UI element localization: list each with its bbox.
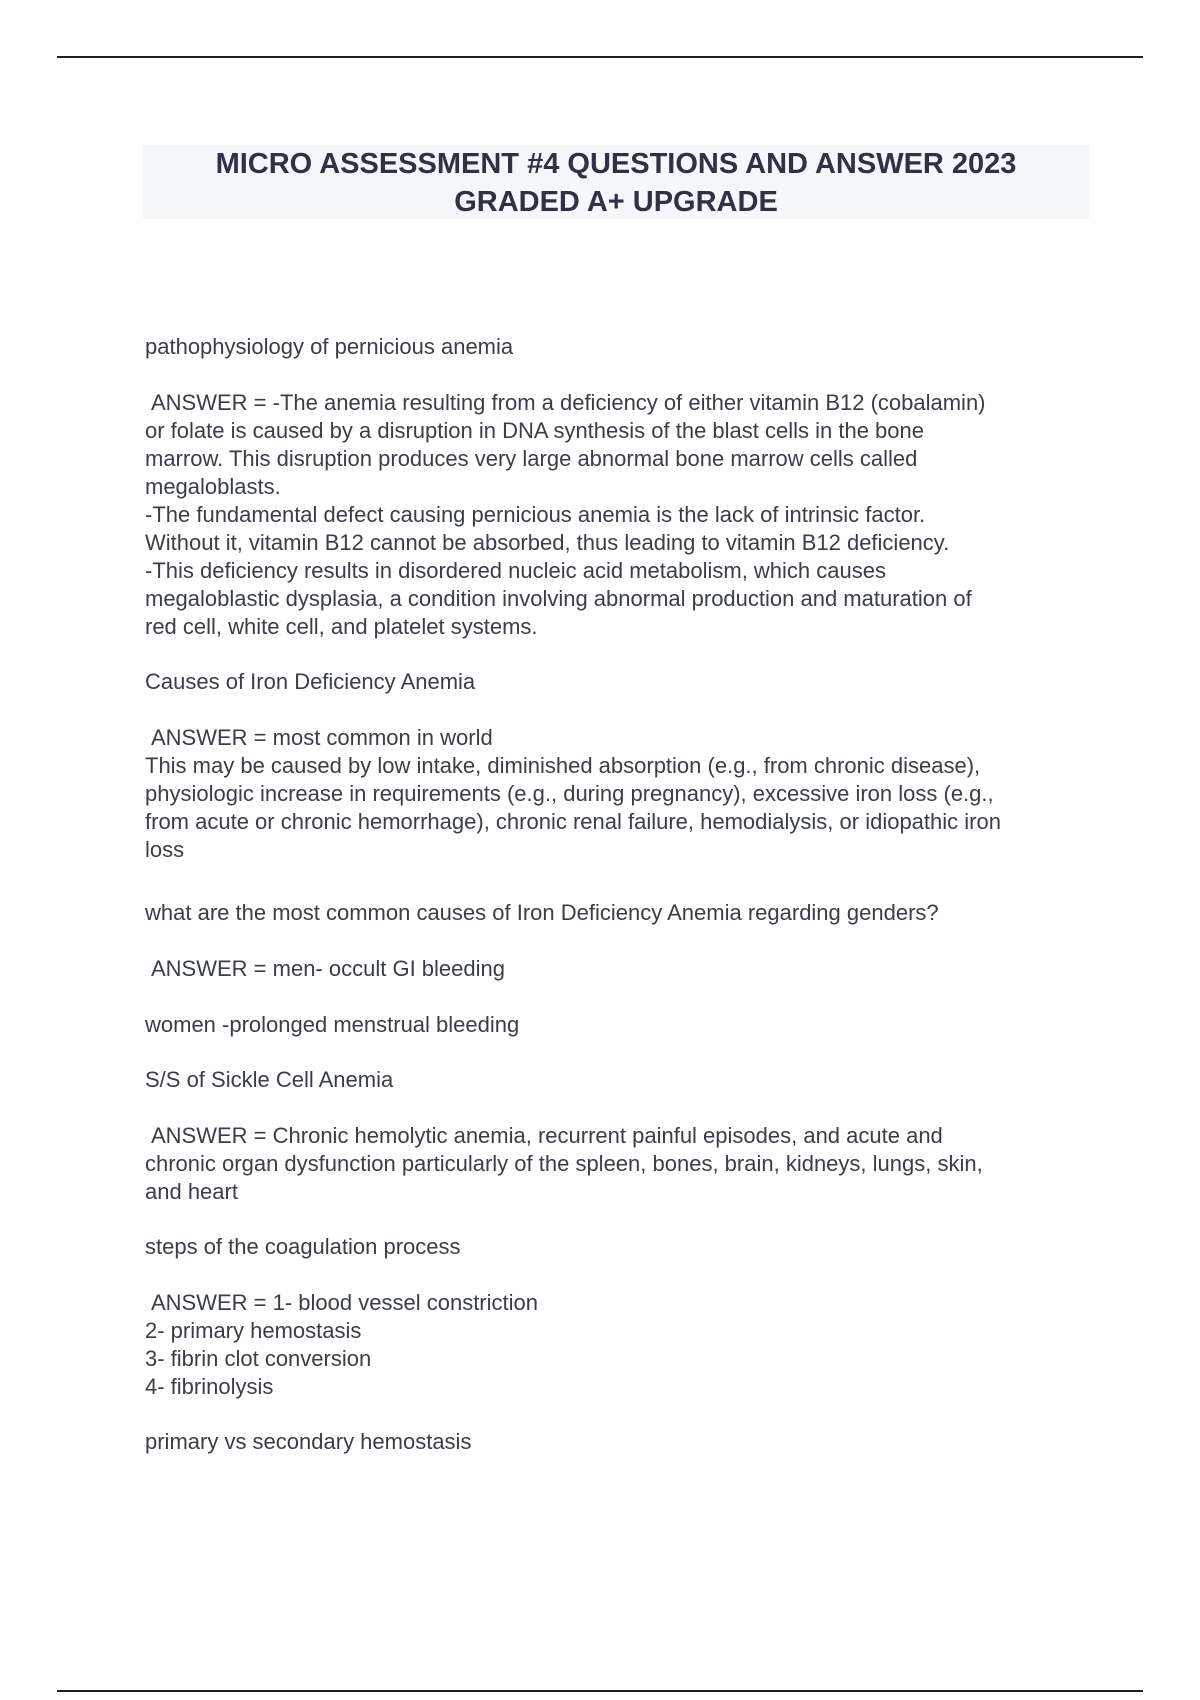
document-body bbox=[145, 333, 1095, 1456]
qa-item bbox=[145, 668, 1095, 864]
answer-text: ANSWER = 1- blood vessel constriction 2- primary hemostasis 3- fibrin clot conversion 4- fibrinolysis bbox=[145, 1290, 538, 1399]
question-text: Causes of Iron Deficiency Anemia bbox=[145, 669, 476, 694]
qa-item bbox=[145, 1428, 1095, 1456]
document-title: MICRO ASSESSMENT #4 QUESTIONS AND ANSWER 2023 GRADED A+ UPGRADE bbox=[215, 148, 1017, 218]
answer-text: ANSWER = most common in world This may be caused by low intake, diminished absorption (e.g., from chronic disease), physiologic increase in requirements (e.g., during pregnancy), excessive iron loss (e.g., from acute or chronic hemorrhage), chronic renal failure, hemodialysis, or idiopathic iron loss bbox=[145, 725, 1001, 862]
qa-item bbox=[145, 1066, 1095, 1206]
question-text: pathophysiology of pernicious anemia bbox=[145, 334, 514, 359]
document-title-box bbox=[143, 145, 1089, 219]
qa-item bbox=[145, 899, 1095, 1039]
question-text: what are the most common causes of Iron Deficiency Anemia regarding genders? bbox=[145, 900, 939, 925]
question-text: primary vs secondary hemostasis bbox=[145, 1429, 472, 1454]
answer-text: ANSWER = men- occult GI bleeding bbox=[151, 956, 505, 981]
question-text: steps of the coagulation process bbox=[145, 1234, 461, 1259]
answer-text: ANSWER = -The anemia resulting from a deficiency of either vitamin B12 (cobalamin) or folate is caused by a disruption in DNA synthesis of the blast cells in the bone marrow. This disruption produces very large abnormal bone marrow cells called megaloblasts. -The fundamental defect causing pernicious anemia is the lack of intrinsic factor. Without it, vitamin B12 cannot be absorbed, thus leading to vitamin B12 deficiency. -This deficiency results in disordered nucleic acid metabolism, which causes megaloblastic dysplasia, a condition involving abnormal production and maturation of red cell, white cell, and platelet systems. bbox=[145, 390, 986, 639]
qa-item bbox=[145, 333, 1095, 641]
footer-rule bbox=[57, 1690, 1143, 1692]
answer-text: ANSWER = Chronic hemolytic anemia, recurrent painful episodes, and acute and chronic organ dysfunction particularly of the spleen, bones, brain, kidneys, lungs, skin, and heart bbox=[145, 1123, 983, 1204]
qa-item bbox=[145, 1233, 1095, 1401]
question-text: S/S of Sickle Cell Anemia bbox=[145, 1067, 394, 1092]
header-rule bbox=[57, 56, 1143, 58]
answer-continuation: women -prolonged menstrual bleeding bbox=[145, 1012, 520, 1037]
